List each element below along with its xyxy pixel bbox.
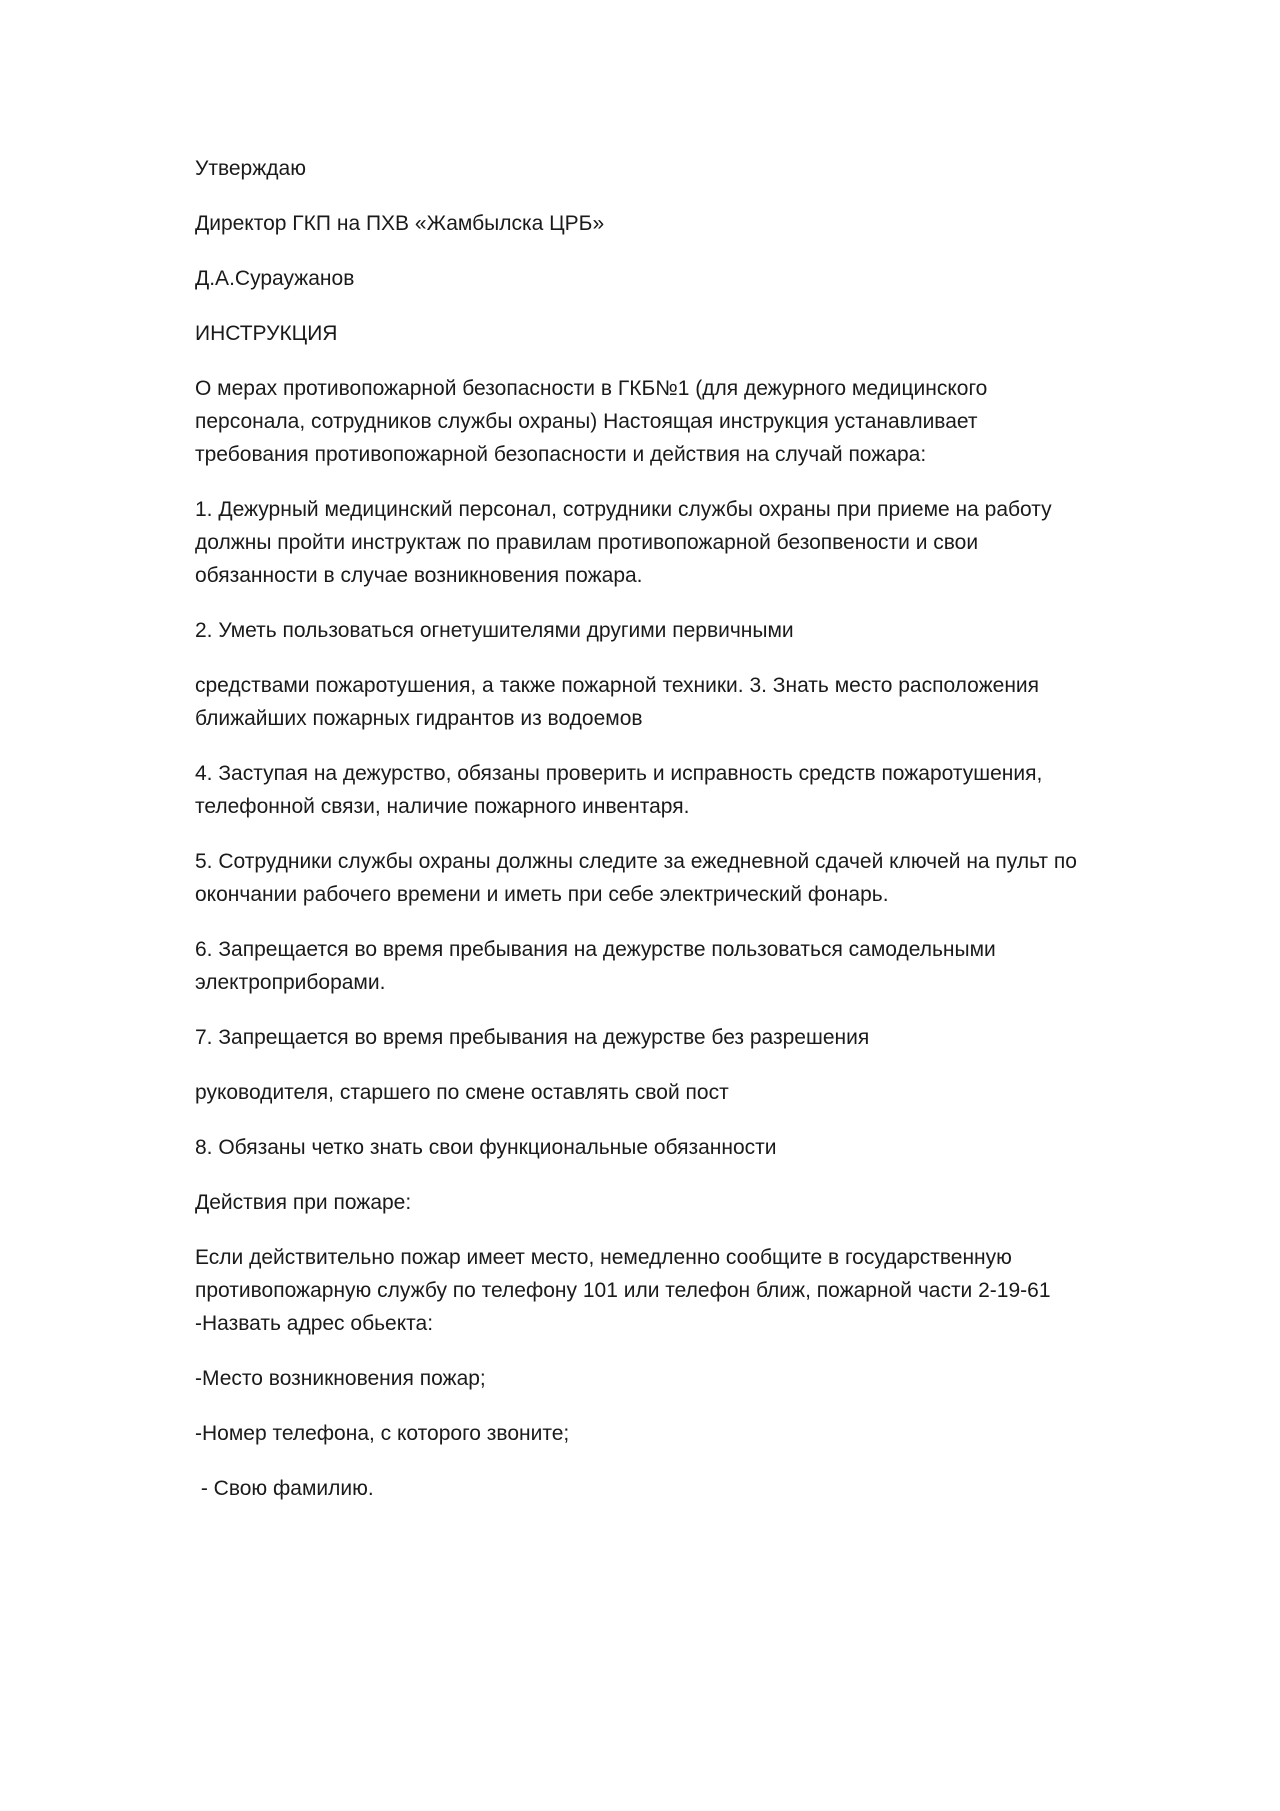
rule-1: 1. Дежурный медицинский персонал, сотрудники службы охраны при приеме на работу должны пройти инструктаж по правилам противопожарной безопвености и свои обязанности в случае возникновения пожара. (195, 498, 1058, 587)
fire-report-paragraph: Если действительно пожар имеет место, немедленно сообщите в государственную противопожарную службу по телефону 101 или телефон ближ, пожарной части 2-19-61 -Назвать адрес обьекта: (195, 1246, 1057, 1335)
rule-5: 5. Сотрудники службы охраны должны следите за ежедневной сдачей ключей на пульт по окончании рабочего времени и иметь при себе электрический фонарь. (195, 850, 1083, 906)
rule-6: 6. Запрещается во время пребывания на дежурстве пользоваться самодельными электроприборами. (195, 938, 1002, 994)
document-body (195, 152, 1095, 1527)
rule-2-continued: средствами пожаротушения, а также пожарной техники. 3. Знать место расположения ближайших пожарных гидрантов из водоемов (195, 674, 1045, 730)
report-item-phone: -Номер телефона, с которого звоните; (195, 1422, 570, 1445)
rule-2: 2. Уметь пользоваться огнетушителями другими первичными (195, 619, 794, 642)
document-title: ИНСТРУКЦИЯ (195, 322, 338, 345)
rule-4: 4. Заступая на дежурство, обязаны проверить и исправность средств пожаротушения, телефонной связи, наличие пожарного инвентаря. (195, 762, 1049, 818)
rule-7-continued: руководителя, старшего по смене оставлять свой пост (195, 1081, 729, 1104)
fire-actions-heading: Действия при пожаре: (195, 1191, 412, 1214)
report-item-location: -Место возникновения пожар; (195, 1367, 486, 1390)
director-title: Директор ГКП на ПХВ «Жамбылска ЦРБ» (195, 212, 605, 235)
rule-7: 7. Запрещается во время пребывания на дежурстве без разрешения (195, 1026, 870, 1049)
rule-8: 8. Обязаны четко знать свои функциональные обязанности (195, 1136, 777, 1159)
approval-heading: Утверждаю (195, 157, 306, 180)
director-name: Д.А.Сураужанов (195, 267, 355, 290)
report-item-surname: - Свою фамилию. (195, 1477, 374, 1500)
intro-paragraph: О мерах противопожарной безопасности в ГКБ№1 (для дежурного медицинского персонала, сотрудников службы охраны) Настоящая инструкция устанавливает требования противопожарной безопасности и действия на случай пожара: (195, 377, 994, 466)
